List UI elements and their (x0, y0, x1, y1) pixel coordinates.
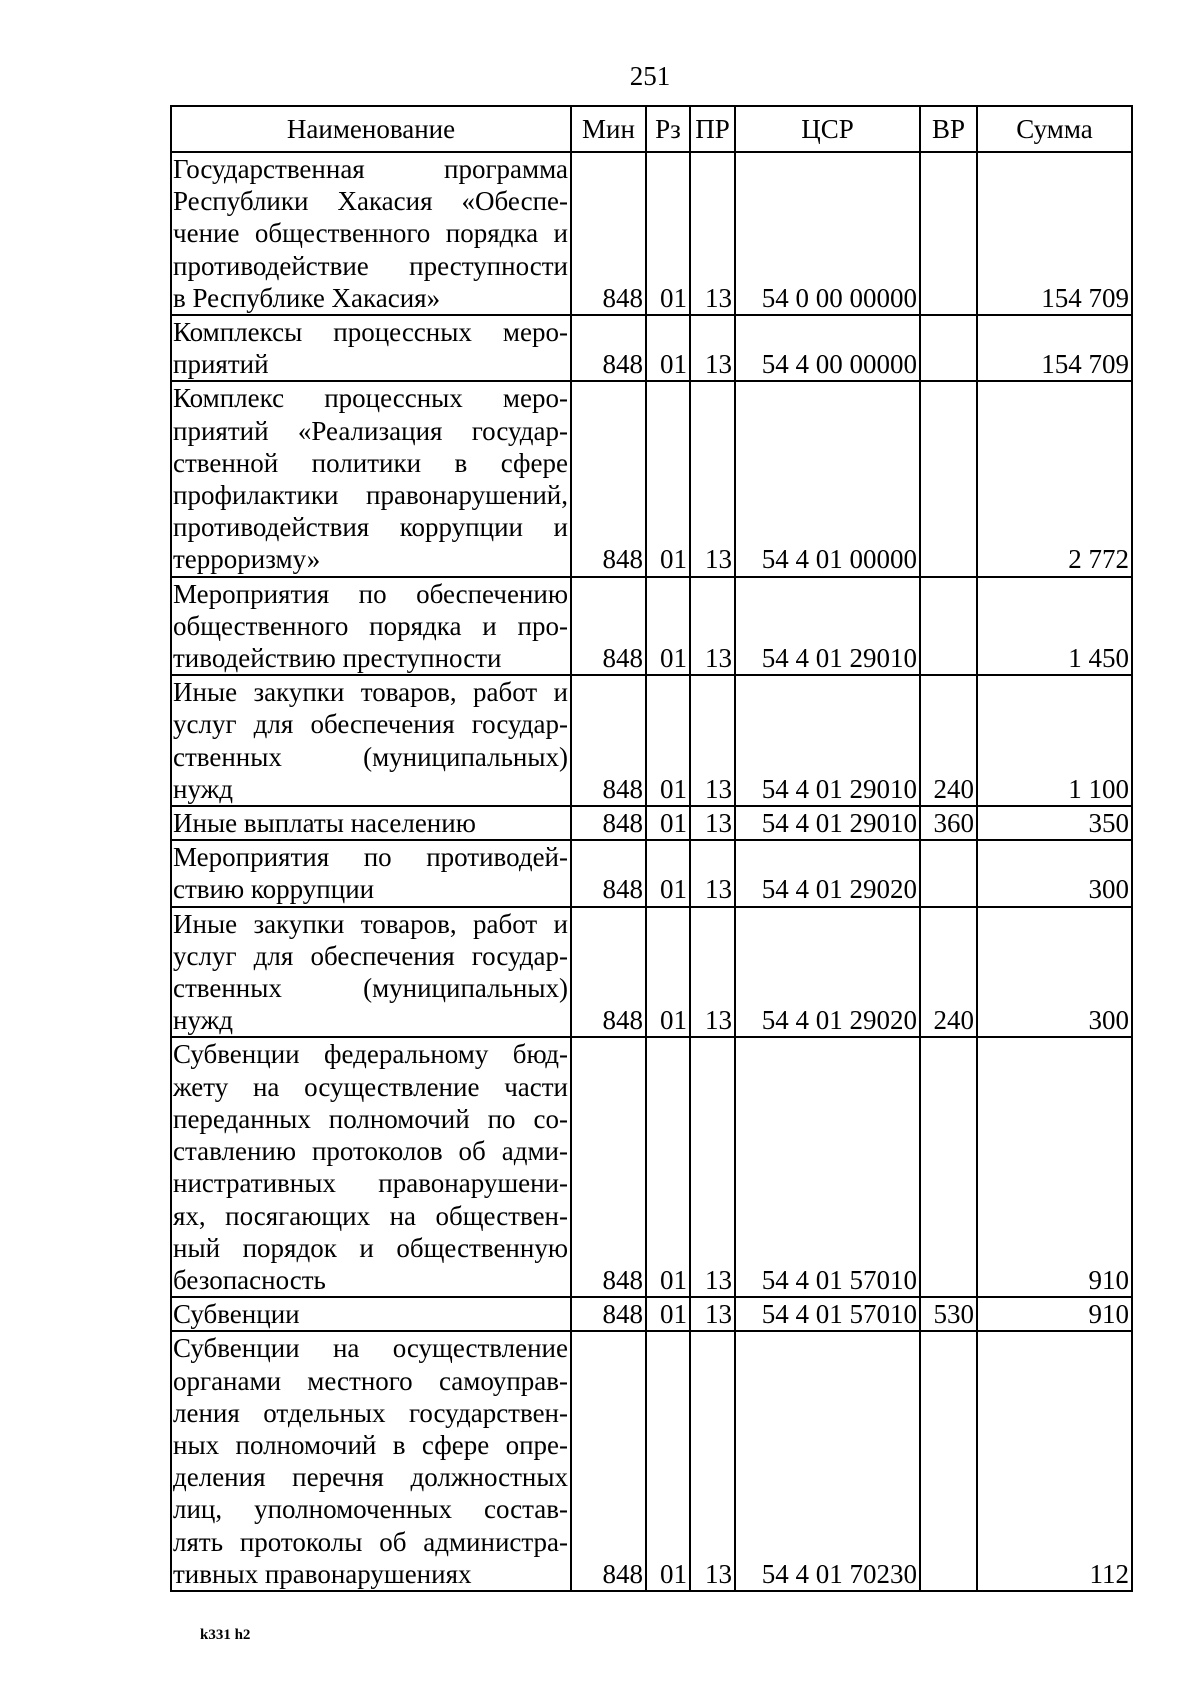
header-sum: Сумма (977, 106, 1132, 152)
table-row (171, 806, 1132, 840)
header-csr: ЦСР (735, 106, 920, 152)
cell-rz: 01 (646, 675, 690, 806)
name-line: жету на осуществление части (173, 1071, 568, 1102)
name-line: в Республике Хакасия» (173, 282, 441, 313)
table-row (171, 840, 1132, 906)
name-line: ный порядок и общественную (173, 1232, 568, 1263)
table-row (171, 1037, 1132, 1297)
header-pr: ПР (690, 106, 735, 152)
cell-pr: 13 (690, 675, 735, 806)
page-number: 251 (629, 61, 671, 91)
name-line: услуг для обеспечения государ- (173, 940, 568, 971)
name-line: Субвенции федеральному бюд- (173, 1039, 568, 1070)
name-line: чение общественного порядка и (173, 218, 568, 249)
cell-name (171, 381, 571, 576)
cell-rz: 01 (646, 840, 690, 906)
cell-vr (920, 1331, 977, 1591)
header-min: Мин (571, 106, 646, 152)
cell-vr (920, 381, 977, 576)
name-line: общественного порядка и про- (173, 610, 568, 641)
cell-rz: 01 (646, 152, 690, 315)
cell-min: 848 (571, 806, 646, 840)
header-name: Наименование (171, 106, 571, 152)
name-line: Мероприятия по противодей- (173, 842, 568, 873)
cell-csr: 54 4 01 70230 (735, 1331, 920, 1591)
cell-name (171, 1037, 571, 1297)
name-line: органами местного самоуправ- (173, 1365, 568, 1396)
budget-table (170, 105, 1133, 1592)
table-row (171, 1331, 1132, 1591)
cell-pr: 13 (690, 315, 735, 381)
name-line: приятий «Реализация государ- (173, 415, 568, 446)
cell-name (171, 806, 571, 840)
header-vr: ВР (920, 106, 977, 152)
name-line: ственных (муниципальных) (173, 973, 568, 1004)
cell-pr: 13 (690, 1297, 735, 1331)
cell-sum: 154 709 (977, 152, 1132, 315)
cell-min: 848 (571, 577, 646, 676)
cell-vr: 530 (920, 1297, 977, 1331)
cell-name (171, 152, 571, 315)
name-line: нистративных правонарушени- (173, 1168, 568, 1199)
cell-vr (920, 315, 977, 381)
name-line: Мероприятия по обеспечению (173, 578, 568, 609)
cell-rz: 01 (646, 381, 690, 576)
cell-csr: 54 4 01 57010 (735, 1297, 920, 1331)
footer-code: k331 h2 (200, 1627, 251, 1643)
name-line: ных полномочий в сфере опре- (173, 1429, 568, 1460)
name-line: терроризму» (173, 544, 321, 575)
cell-vr: 240 (920, 675, 977, 806)
cell-rz: 01 (646, 315, 690, 381)
cell-vr: 360 (920, 806, 977, 840)
cell-csr: 54 0 00 00000 (735, 152, 920, 315)
cell-min: 848 (571, 381, 646, 576)
cell-min: 848 (571, 1037, 646, 1297)
cell-min: 848 (571, 840, 646, 906)
name-line: противодействие преступности (173, 250, 568, 281)
cell-min: 848 (571, 315, 646, 381)
name-line: Субвенции на осуществление (173, 1333, 568, 1364)
cell-sum: 2 772 (977, 381, 1132, 576)
name-line: деления перечня должностных (173, 1462, 568, 1493)
table-row (171, 907, 1132, 1038)
cell-min: 848 (571, 1297, 646, 1331)
name-line: ственной политики в сфере (173, 447, 568, 478)
cell-min: 848 (571, 152, 646, 315)
name-line: приятий (173, 349, 269, 380)
name-line: ственных (муниципальных) (173, 741, 568, 772)
table-row (171, 577, 1132, 676)
cell-vr (920, 1037, 977, 1297)
cell-rz: 01 (646, 1331, 690, 1591)
cell-sum: 350 (977, 806, 1132, 840)
cell-min: 848 (571, 675, 646, 806)
cell-sum: 154 709 (977, 315, 1132, 381)
cell-min: 848 (571, 1331, 646, 1591)
cell-vr (920, 577, 977, 676)
name-line: лять протоколы об администра- (173, 1526, 568, 1557)
cell-pr: 13 (690, 806, 735, 840)
name-line: лиц, уполномоченных состав- (173, 1494, 568, 1525)
name-line: противодействия коррупции и (173, 512, 568, 543)
cell-sum: 300 (977, 907, 1132, 1038)
cell-name (171, 1297, 571, 1331)
name-line: ствию коррупции (173, 874, 375, 905)
cell-name (171, 315, 571, 381)
name-line: Иные выплаты населению (173, 808, 476, 839)
name-line: переданных полномочий по со- (173, 1103, 568, 1134)
cell-sum: 1 100 (977, 675, 1132, 806)
cell-pr: 13 (690, 1037, 735, 1297)
table-row (171, 1297, 1132, 1331)
cell-sum: 1 450 (977, 577, 1132, 676)
cell-pr: 13 (690, 381, 735, 576)
cell-sum: 112 (977, 1331, 1132, 1591)
cell-csr: 54 4 01 29020 (735, 907, 920, 1038)
cell-name (171, 840, 571, 906)
cell-rz: 01 (646, 577, 690, 676)
name-line: Иные закупки товаров, работ и (173, 908, 568, 939)
cell-name (171, 675, 571, 806)
name-line: Иные закупки товаров, работ и (173, 677, 568, 708)
cell-name (171, 907, 571, 1038)
cell-csr: 54 4 01 00000 (735, 381, 920, 576)
cell-pr: 13 (690, 1331, 735, 1591)
table-row (171, 152, 1132, 315)
cell-csr: 54 4 01 57010 (735, 1037, 920, 1297)
name-line: ях, посягающих на обществен- (173, 1200, 568, 1231)
cell-pr: 13 (690, 840, 735, 906)
name-line: нужд (173, 773, 233, 804)
table-row (171, 315, 1132, 381)
table-row (171, 675, 1132, 806)
cell-sum: 300 (977, 840, 1132, 906)
name-line: услуг для обеспечения государ- (173, 709, 568, 740)
name-line: Субвенции (173, 1299, 300, 1330)
cell-name (171, 1331, 571, 1591)
cell-vr (920, 152, 977, 315)
cell-rz: 01 (646, 1297, 690, 1331)
name-line: Комплекс процессных меро- (173, 383, 568, 414)
cell-csr: 54 4 01 29010 (735, 806, 920, 840)
name-line: тиводействию преступности (173, 643, 502, 674)
cell-sum: 910 (977, 1037, 1132, 1297)
cell-csr: 54 4 00 00000 (735, 315, 920, 381)
name-line: ления отдельных государствен- (173, 1397, 568, 1428)
name-line: тивных правонарушениях (173, 1558, 472, 1589)
cell-pr: 13 (690, 152, 735, 315)
cell-pr: 13 (690, 577, 735, 676)
name-line: Государственная программа (173, 154, 568, 184)
name-line: Комплексы процессных меро- (173, 317, 568, 348)
cell-vr (920, 840, 977, 906)
table-body (171, 152, 1132, 1591)
table-header-row (171, 106, 1132, 152)
name-line: Республики Хакасия «Обеспе- (173, 186, 568, 217)
cell-name (171, 577, 571, 676)
table-row (171, 381, 1132, 576)
cell-csr: 54 4 01 29010 (735, 675, 920, 806)
name-line: безопасность (173, 1264, 326, 1295)
cell-csr: 54 4 01 29020 (735, 840, 920, 906)
cell-vr: 240 (920, 907, 977, 1038)
name-line: ставлению протоколов об адми- (173, 1136, 568, 1167)
cell-rz: 01 (646, 1037, 690, 1297)
cell-rz: 01 (646, 907, 690, 1038)
cell-csr: 54 4 01 29010 (735, 577, 920, 676)
cell-min: 848 (571, 907, 646, 1038)
cell-pr: 13 (690, 907, 735, 1038)
cell-rz: 01 (646, 806, 690, 840)
header-rz: Рз (646, 106, 690, 152)
name-line: нужд (173, 1005, 233, 1036)
name-line: профилактики правонарушений, (173, 480, 568, 511)
cell-sum: 910 (977, 1297, 1132, 1331)
